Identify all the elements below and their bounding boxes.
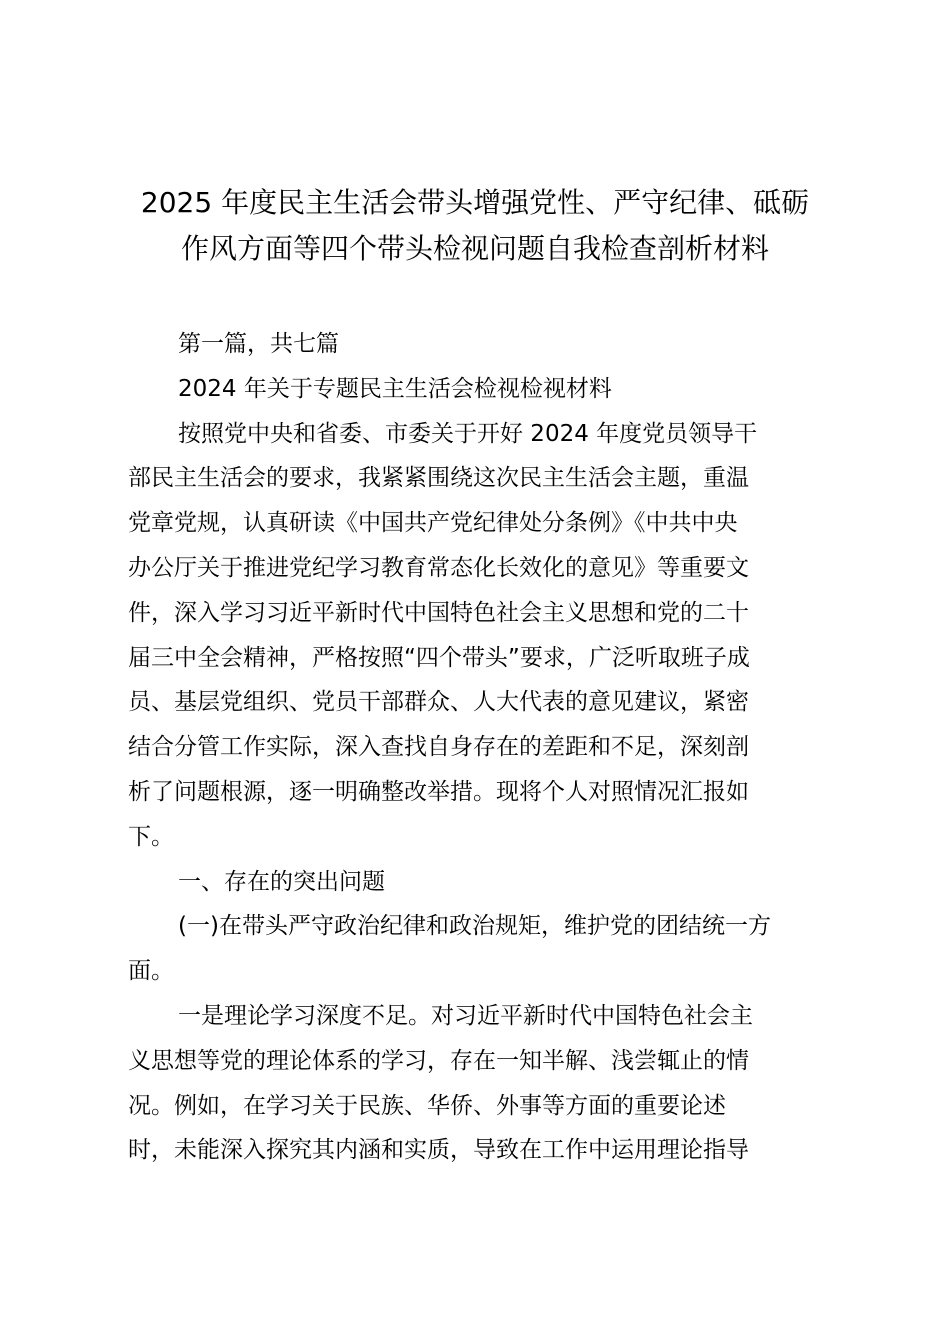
paragraph-line: 件，深入学习习近平新时代中国特色社会主义思想和党的二十 <box>128 599 749 626</box>
paragraph-line: 析了问题根源，逐一明确整改举措。现将个人对照情况汇报如 <box>128 778 749 805</box>
paragraph-line: 况。例如，在学习关于民族、华侨、外事等方面的重要论述 <box>128 1092 726 1119</box>
paragraph-line: 员、基层党组织、党员干部群众、人大代表的意见建议，紧密 <box>128 689 749 716</box>
section-heading: 一、存在的突出问题 <box>178 868 385 895</box>
paragraph-line: 下。 <box>128 823 174 850</box>
subtitle: 2024 年关于专题民主生活会检视检视材料 <box>178 375 612 402</box>
paragraph-line: 义思想等党的理论体系的学习，存在一知半解、浅尝辄止的情 <box>128 1047 749 1074</box>
paragraph-line: 办公厅关于推进党纪学习教育常态化长效化的意见》等重要文 <box>128 554 749 581</box>
paragraph-line: 结合分管工作实际，深入查找自身存在的差距和不足，深刻剖 <box>128 734 749 761</box>
paragraph-line: 党章党规，认真研读《中国共产党纪律处分条例》《中共中央 <box>128 510 738 537</box>
paragraph-line: 届三中全会精神，严格按照“四个带头”要求，广泛听取班子成 <box>128 644 750 671</box>
paragraph-line: 面。 <box>128 958 174 985</box>
paragraph-line: 一是理论学习深度不足。对习近平新时代中国特色社会主 <box>178 1002 753 1029</box>
title-line-1: 2025 年度民主生活会带头增强党性、严守纪律、砥砺 <box>140 186 810 219</box>
document-body <box>128 322 822 1173</box>
title-line-2: 作风方面等四个带头检视问题自我检查剖析材料 <box>180 232 769 265</box>
paragraph-line: 部民主生活会的要求，我紧紧围绕这次民主生活会主题，重温 <box>128 465 749 492</box>
paragraph-line: (一)在带头严守政治纪律和政治规矩，维护党的团结统一方 <box>178 913 771 940</box>
paragraph-line: 时，未能深入探究其内涵和实质，导致在工作中运用理论指导 <box>128 1137 749 1164</box>
paragraph-line: 按照党中央和省委、市委关于开好 2024 年度党员领导干 <box>178 420 758 447</box>
section-heading: 第一篇，共七篇 <box>178 331 339 357</box>
document-title <box>110 180 840 272</box>
